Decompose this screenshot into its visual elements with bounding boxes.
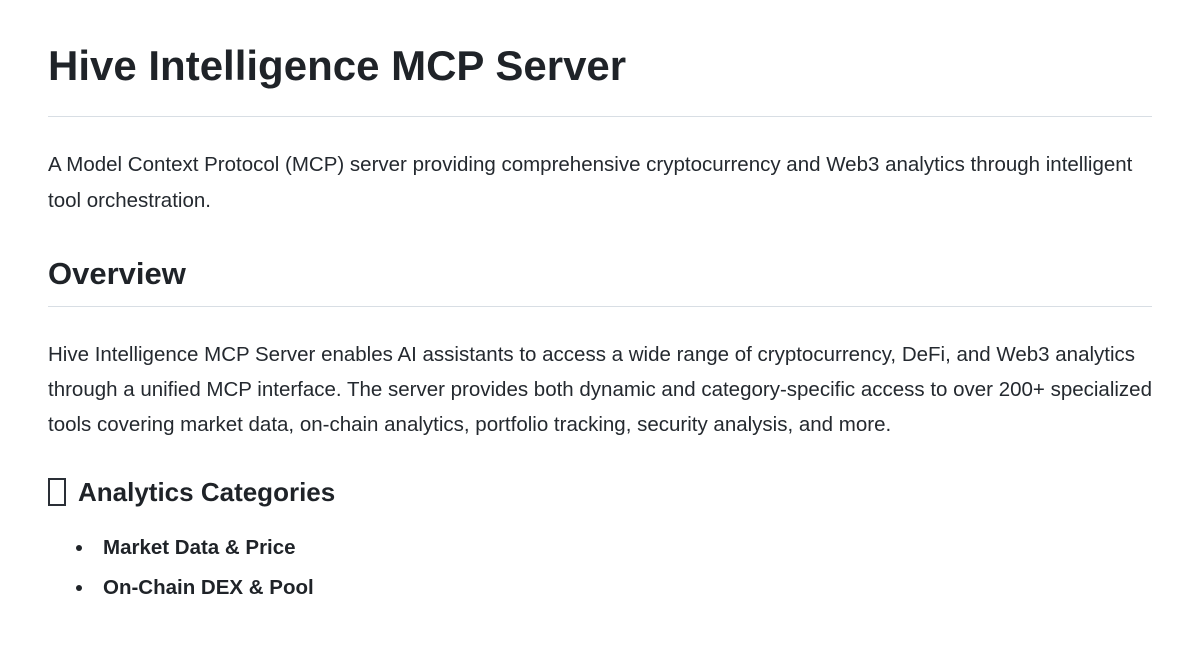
overview-paragraph: Hive Intelligence MCP Server enables AI assistants to access a wide range of cryptocurrency, DeFi, and Web3 analytics through a unified MCP interface. The server provides both dynamic and category-specific access to over 200+ specialized tools covering market data, on-chain analytics, portfolio tracking, security analysis, and more.	[48, 343, 1152, 436]
analytics-category-list	[48, 534, 1152, 602]
document-page	[0, 40, 1200, 670]
page-title: Hive Intelligence MCP Server	[48, 40, 1152, 117]
analytics-categories-heading-label: Analytics Categories	[78, 477, 336, 507]
list-item: • On-Chain DEX & Pool	[95, 574, 1152, 602]
overview-heading: Overview	[48, 255, 1152, 307]
analytics-categories-heading	[48, 476, 1152, 508]
readme-content	[0, 40, 1200, 602]
intro-paragraph: A Model Context Protocol (MCP) server providing comprehensive cryptocurrency and Web3 analytics through intelligent tool orchestration.	[48, 153, 1133, 212]
list-item: • Market Data & Price	[95, 534, 1152, 562]
missing-emoji-tofu-icon	[48, 478, 66, 506]
